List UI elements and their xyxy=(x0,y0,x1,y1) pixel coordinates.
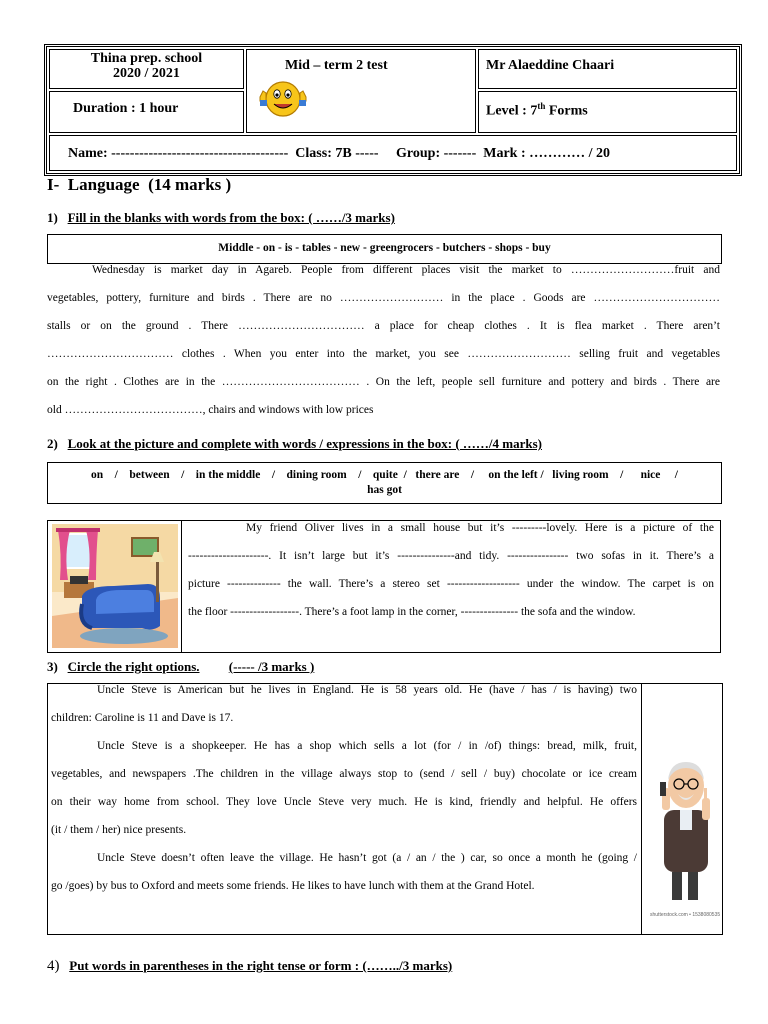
q2-text-line: picture -------------- the wall. There’s a stereo set ------------------- under the window. The carpet is on xyxy=(188,578,714,590)
q1-text-line: old ………………………………, chairs and windows with low prices xyxy=(47,404,374,416)
q3-text-line: children: Caroline is 11 and Dave is 17. xyxy=(51,712,234,724)
smiley-thumbs-up-icon xyxy=(254,75,312,121)
q3-text-line: vegetables, and newspapers .The children in the village always stop to (send / sell / buy) chocolate or ice cream xyxy=(51,768,637,780)
old-man-picture xyxy=(652,758,716,908)
q3-text-line: go /goes) by bus to Oxford and meets some friends. He likes to have lunch with them at the Grand Hotel. xyxy=(51,880,535,892)
q3-text-line: Uncle Steve is a shopkeeper. He has a shop which sells a lot (for / in /of) things: bread, milk, fruit, xyxy=(97,740,637,752)
q2-text-line: ---------------------. It isn’t large but it’s ---------------and tidy. ---------------- two sofas in it. There’s a xyxy=(188,550,714,562)
q2-word-list-cont: has got xyxy=(367,484,402,496)
q2-word-list: on / between / in the middle / dining room / quite / there are / on the left / living room / nice / xyxy=(91,469,678,481)
q1-title: 1) Fill in the blanks with words from the box: ( ……/3 marks) xyxy=(47,210,395,225)
school-year: 2020 / 2021 xyxy=(113,66,180,81)
section-title: I- Language (14 marks ) xyxy=(47,175,232,194)
q4-title: 4) Put words in parentheses in the right tense or form : (……../3 marks) xyxy=(47,958,453,974)
q3-text-line: Uncle Steve doesn’t often leave the village. He hasn’t got (a / an / the ) car, so once a month he (going / xyxy=(97,852,637,864)
q1-text-line: on the right . Clothes are in the ……………………………… . On the left, people sell furniture and pottery and birds . There are xyxy=(47,376,720,388)
q1-text-line: stalls or on the ground . There …………………………… a place for cheap clothes . It is flea market . There aren’t xyxy=(47,320,720,332)
test-title: Mid – term 2 test xyxy=(285,58,388,73)
q3-title: 3) Circle the right options. (----- /3 marks ) xyxy=(47,659,315,674)
q1-text-line: Wednesday is market day in Agareb. People from different places visit the market to ………………………fruit and xyxy=(92,264,720,276)
q3-text-line: Uncle Steve is American but he lives in England. He is 58 years old. He (have / has / is having) two xyxy=(97,684,637,696)
q1-text-line: …………………………… clothes . When you enter into the market, you see ……………………… selling fruit and vegetables xyxy=(47,348,720,360)
q3-text-line: (it / them / her) nice presents. xyxy=(51,824,187,836)
living-room-picture xyxy=(52,524,178,648)
student-info-row: Name: -------------------------------------- Class: 7B ----- Group: ------- Mark : ………… / 20 xyxy=(68,146,611,161)
q2-text-line: My friend Oliver lives in a small house but it’s ---------lovely. Here is a picture of the xyxy=(246,522,714,534)
q1-text-line: vegetables, pottery, furniture and birds . There are no ……………………… in the place . Goods are …………………………… xyxy=(47,292,720,304)
q3-text-line: on their way home from school. They love Uncle Steve very much. He is kind, friendly and helpful. He offers xyxy=(51,796,637,808)
duration: Duration : 1 hour xyxy=(73,101,179,116)
q2-text-line: the floor ------------------. There’s a foot lamp in the corner, --------------- the sofa and the window. xyxy=(188,606,636,618)
q1-word-list: Middle - on - is - tables - new - greengrocers - butchers - shops - buy xyxy=(218,242,551,254)
school-name: Thina prep. school xyxy=(90,51,203,66)
q2-title: 2) Look at the picture and complete with words / expressions in the box: ( ……/4 marks) xyxy=(47,436,542,451)
stock-caption: shutterstock.com • 1538080535 xyxy=(650,912,721,918)
teacher-name: Mr Alaeddine Chaari xyxy=(486,58,615,73)
level: Level : 7th Forms xyxy=(486,101,588,119)
